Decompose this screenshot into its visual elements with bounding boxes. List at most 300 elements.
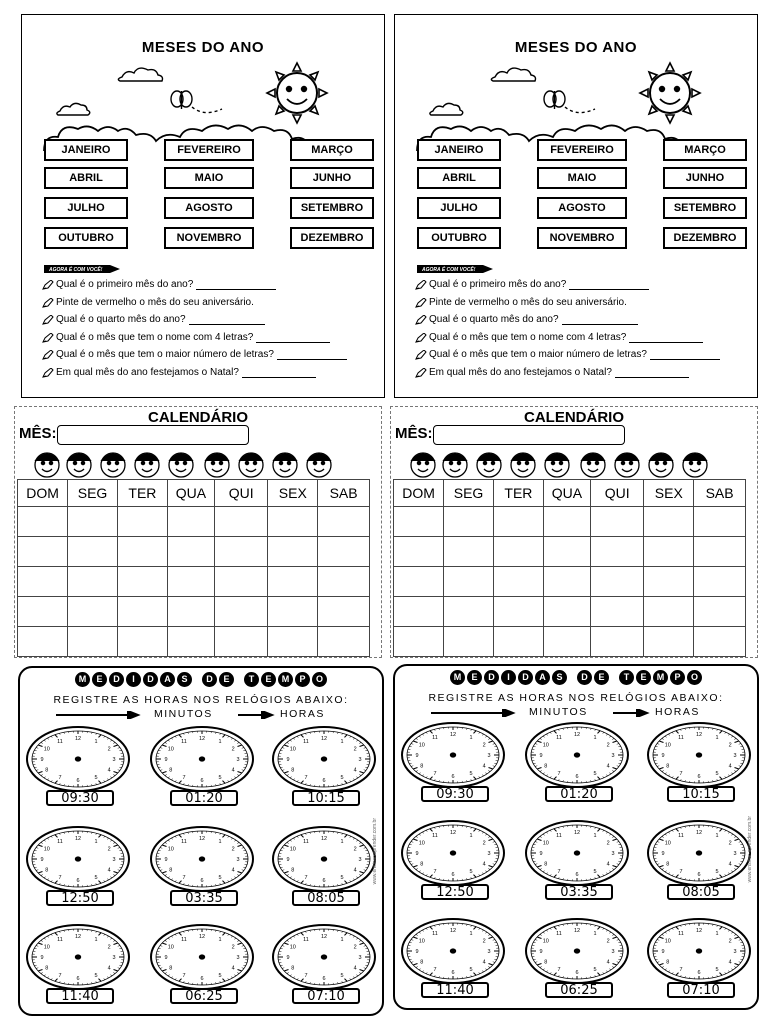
svg-text:10: 10 xyxy=(418,742,425,749)
svg-text:6: 6 xyxy=(200,778,204,784)
calendar-cell[interactable] xyxy=(268,597,318,627)
calendar-cell[interactable] xyxy=(493,507,543,537)
character-face-icon xyxy=(307,453,331,477)
calendar-cell[interactable] xyxy=(394,597,444,627)
title-letter: D xyxy=(202,672,217,687)
clock[interactable] xyxy=(150,826,254,892)
answer-line[interactable] xyxy=(277,351,347,360)
calendar-cell[interactable] xyxy=(268,627,318,657)
calendar-cell[interactable] xyxy=(18,567,68,597)
svg-text:3: 3 xyxy=(611,851,615,857)
svg-text:4: 4 xyxy=(231,867,235,874)
calendar-cell[interactable] xyxy=(68,507,118,537)
calendar-cell[interactable] xyxy=(167,537,214,567)
svg-text:1: 1 xyxy=(469,832,473,839)
clock-face-icon xyxy=(647,722,751,788)
title-letter: I xyxy=(126,672,141,687)
svg-text:6: 6 xyxy=(697,970,701,976)
calendar-cell[interactable] xyxy=(117,537,167,567)
calendar-grid xyxy=(393,479,746,657)
calendar-cell[interactable] xyxy=(543,597,590,627)
title-letter: T xyxy=(619,670,634,685)
svg-text:4: 4 xyxy=(231,767,235,774)
clock[interactable] xyxy=(525,722,629,788)
calendar-cell[interactable] xyxy=(318,537,370,567)
calendar-cell[interactable] xyxy=(493,597,543,627)
calendar-cell[interactable] xyxy=(543,567,590,597)
day-header: QUI xyxy=(214,480,267,507)
calendar-cell[interactable] xyxy=(18,627,68,657)
svg-text:7: 7 xyxy=(679,771,683,778)
calendar-cell[interactable] xyxy=(167,627,214,657)
title-letter: E xyxy=(636,670,651,685)
title-letter: E xyxy=(219,672,234,687)
clock[interactable] xyxy=(647,722,751,788)
title-letter xyxy=(611,670,617,685)
character-face-icon xyxy=(35,453,59,477)
svg-text:3: 3 xyxy=(487,851,491,857)
clock[interactable] xyxy=(525,820,629,886)
arrow-right-icon xyxy=(56,711,146,719)
svg-text:10: 10 xyxy=(542,938,549,945)
svg-text:AGORA É COM VOCÊ!: AGORA É COM VOCÊ! xyxy=(49,267,103,273)
svg-text:9: 9 xyxy=(40,857,44,863)
title-letter: E xyxy=(467,670,482,685)
svg-text:3: 3 xyxy=(358,757,362,763)
calendar-cell[interactable] xyxy=(694,627,746,657)
svg-text:11: 11 xyxy=(181,936,187,943)
month-input-box[interactable] xyxy=(433,425,625,445)
month-box: JUNHO xyxy=(663,167,747,189)
clock[interactable] xyxy=(401,722,505,788)
calendar-cell[interactable] xyxy=(444,537,494,567)
calendar-cell[interactable] xyxy=(444,627,494,657)
clock[interactable] xyxy=(150,726,254,792)
calendar-cell[interactable] xyxy=(543,507,590,537)
calendar-cell[interactable] xyxy=(394,627,444,657)
svg-text:8: 8 xyxy=(544,959,548,966)
month-label: MÊS: xyxy=(19,425,57,442)
svg-text:8: 8 xyxy=(420,959,424,966)
calendar-cell[interactable] xyxy=(68,597,118,627)
svg-text:6: 6 xyxy=(76,778,80,784)
svg-text:11: 11 xyxy=(556,832,562,839)
pencil-icon xyxy=(415,280,427,290)
svg-text:8: 8 xyxy=(45,867,49,874)
month-box: SETEMBRO xyxy=(663,197,747,219)
svg-text:12: 12 xyxy=(573,830,581,836)
calendar-cell[interactable] xyxy=(694,537,746,567)
clock[interactable] xyxy=(525,918,629,984)
svg-text:1: 1 xyxy=(715,930,719,937)
clock-face-icon xyxy=(401,722,505,788)
svg-text:9: 9 xyxy=(164,955,168,961)
month-box: OUTUBRO xyxy=(417,227,501,249)
svg-text:7: 7 xyxy=(58,775,62,782)
clock-face-icon xyxy=(647,918,751,984)
clock[interactable] xyxy=(272,826,376,892)
clock-face-icon xyxy=(401,918,505,984)
svg-text:4: 4 xyxy=(353,867,357,874)
svg-text:2: 2 xyxy=(482,938,486,945)
calendar-cell[interactable] xyxy=(543,537,590,567)
character-face-icon xyxy=(169,453,193,477)
question-item xyxy=(415,349,720,360)
svg-text:2: 2 xyxy=(107,846,111,853)
calendar-cell[interactable] xyxy=(590,507,643,537)
svg-text:4: 4 xyxy=(231,965,235,972)
calendar-cell[interactable] xyxy=(394,537,444,567)
calendar-cell[interactable] xyxy=(214,627,267,657)
svg-text:1: 1 xyxy=(593,832,597,839)
answer-line[interactable] xyxy=(650,351,720,360)
question-item xyxy=(415,332,703,343)
svg-text:9: 9 xyxy=(40,955,44,961)
svg-text:9: 9 xyxy=(286,857,290,863)
calendar-cell[interactable] xyxy=(444,507,494,537)
month-box: NOVEMBRO xyxy=(164,227,254,249)
calendar-cell[interactable] xyxy=(117,567,167,597)
svg-text:12: 12 xyxy=(573,732,581,738)
svg-text:7: 7 xyxy=(557,869,561,876)
time-panel-left xyxy=(18,666,384,1016)
calendar-cell[interactable] xyxy=(694,597,746,627)
svg-text:4: 4 xyxy=(482,861,486,868)
svg-text:10: 10 xyxy=(289,746,296,753)
clock[interactable] xyxy=(26,826,130,892)
answer-line[interactable] xyxy=(615,369,689,378)
calendar-cell[interactable] xyxy=(167,597,214,627)
calendar-cell[interactable] xyxy=(493,627,543,657)
svg-text:9: 9 xyxy=(40,757,44,763)
calendar-cell[interactable] xyxy=(644,567,694,597)
arrow-right-icon xyxy=(238,711,278,719)
clock-face-icon xyxy=(647,820,751,886)
calendar-cell[interactable] xyxy=(167,567,214,597)
question-text: Qual é o quarto mês do ano? xyxy=(56,314,186,325)
svg-text:1: 1 xyxy=(593,930,597,937)
svg-text:11: 11 xyxy=(303,936,309,943)
calendar-cell[interactable] xyxy=(394,507,444,537)
svg-text:4: 4 xyxy=(107,965,111,972)
title-letter: D xyxy=(577,670,592,685)
month-box: AGOSTO xyxy=(164,197,254,219)
svg-text:1: 1 xyxy=(340,738,344,745)
svg-text:6: 6 xyxy=(575,872,579,878)
clock[interactable] xyxy=(272,726,376,792)
title-letter: P xyxy=(670,670,685,685)
character-face-icon xyxy=(273,453,297,477)
calendar-cell[interactable] xyxy=(117,597,167,627)
clock[interactable] xyxy=(401,820,505,886)
svg-text:10: 10 xyxy=(43,746,50,753)
calendar-cell[interactable] xyxy=(590,567,643,597)
question-item xyxy=(415,279,649,290)
calendar-cell[interactable] xyxy=(590,627,643,657)
svg-text:8: 8 xyxy=(544,763,548,770)
clock-face-icon xyxy=(272,726,376,792)
pencil-icon xyxy=(42,333,54,343)
character-face-icon xyxy=(683,453,707,477)
question-item xyxy=(42,279,276,290)
clock-face-icon xyxy=(26,924,130,990)
svg-text:1: 1 xyxy=(715,734,719,741)
svg-text:4: 4 xyxy=(482,763,486,770)
month-box: JUNHO xyxy=(290,167,374,189)
character-face-icon xyxy=(581,453,605,477)
svg-text:6: 6 xyxy=(451,970,455,976)
answer-line[interactable] xyxy=(189,316,265,325)
svg-text:8: 8 xyxy=(45,965,49,972)
question-item xyxy=(415,297,627,308)
svg-text:5: 5 xyxy=(593,869,597,876)
svg-text:7: 7 xyxy=(182,875,186,882)
question-item xyxy=(42,332,330,343)
day-header: SEX xyxy=(268,480,318,507)
svg-text:5: 5 xyxy=(340,973,344,980)
calendar-cell[interactable] xyxy=(590,597,643,627)
sun-icon xyxy=(267,63,327,123)
month-box: JANEIRO xyxy=(417,139,501,161)
time-label: 12:50 xyxy=(46,890,114,906)
svg-text:4: 4 xyxy=(728,959,732,966)
character-face-icon xyxy=(649,453,673,477)
svg-text:12: 12 xyxy=(449,732,457,738)
calendar-cell[interactable] xyxy=(644,537,694,567)
svg-text:3: 3 xyxy=(236,857,240,863)
calendar-cell[interactable] xyxy=(318,567,370,597)
svg-text:9: 9 xyxy=(286,955,290,961)
svg-text:5: 5 xyxy=(340,775,344,782)
svg-text:3: 3 xyxy=(611,949,615,955)
minutos-label: MINUTOS xyxy=(154,708,213,720)
title-letter: E xyxy=(594,670,609,685)
time-label: 03:35 xyxy=(170,890,238,906)
arrow-right-icon xyxy=(431,709,521,717)
calendar-cell[interactable] xyxy=(18,507,68,537)
svg-text:9: 9 xyxy=(661,949,665,955)
conversion-row xyxy=(395,706,757,720)
title-letter xyxy=(194,672,200,687)
svg-text:2: 2 xyxy=(353,846,357,853)
svg-text:10: 10 xyxy=(289,944,296,951)
characters-illustration xyxy=(405,445,715,481)
question-text: Qual é o primeiro mês do ano? xyxy=(56,279,194,290)
day-header: SEG xyxy=(444,480,494,507)
calendar-cell[interactable] xyxy=(18,537,68,567)
svg-text:6: 6 xyxy=(575,970,579,976)
calendar-cell[interactable] xyxy=(694,507,746,537)
meses-title: MESES DO ANO xyxy=(141,39,265,56)
time-label: 07:10 xyxy=(292,988,360,1004)
calendar-title: CALENDÁRIO xyxy=(524,409,624,426)
month-input-box[interactable] xyxy=(57,425,249,445)
title-letter: D xyxy=(143,672,158,687)
calendar-cell[interactable] xyxy=(68,627,118,657)
character-face-icon xyxy=(511,453,535,477)
calendar-cell[interactable] xyxy=(394,567,444,597)
svg-text:5: 5 xyxy=(218,775,222,782)
time-label: 10:15 xyxy=(292,790,360,806)
svg-text:AGORA É COM VOCÊ!: AGORA É COM VOCÊ! xyxy=(422,267,476,273)
calendar-cell[interactable] xyxy=(117,627,167,657)
svg-text:7: 7 xyxy=(557,771,561,778)
clock[interactable] xyxy=(401,918,505,984)
svg-text:8: 8 xyxy=(169,965,173,972)
calendar-cell[interactable] xyxy=(644,627,694,657)
svg-text:10: 10 xyxy=(289,846,296,853)
character-face-icon xyxy=(239,453,263,477)
svg-text:11: 11 xyxy=(181,738,187,745)
butterfly-icon xyxy=(544,91,565,109)
svg-text:6: 6 xyxy=(322,778,326,784)
answer-line[interactable] xyxy=(196,281,276,290)
time-label: 01:20 xyxy=(545,786,613,802)
clock-face-icon xyxy=(272,924,376,990)
calendar-cell[interactable] xyxy=(268,537,318,567)
character-face-icon xyxy=(101,453,125,477)
calendar-cell[interactable] xyxy=(214,537,267,567)
question-text: Qual é o primeiro mês do ano? xyxy=(429,279,567,290)
svg-text:3: 3 xyxy=(358,857,362,863)
conversion-row xyxy=(20,708,382,722)
svg-text:7: 7 xyxy=(557,967,561,974)
calendar-cell[interactable] xyxy=(318,627,370,657)
svg-text:12: 12 xyxy=(74,836,82,842)
svg-text:5: 5 xyxy=(469,967,473,974)
svg-text:11: 11 xyxy=(678,832,684,839)
pencil-icon xyxy=(42,315,54,325)
calendar-cell[interactable] xyxy=(644,597,694,627)
calendar-cell[interactable] xyxy=(493,567,543,597)
clock[interactable] xyxy=(150,924,254,990)
svg-text:10: 10 xyxy=(664,840,671,847)
calendar-cell[interactable] xyxy=(444,597,494,627)
svg-text:8: 8 xyxy=(666,861,670,868)
question-text: Qual é o mês que tem o nome com 4 letras? xyxy=(56,331,254,343)
calendar-cell[interactable] xyxy=(214,567,267,597)
svg-text:6: 6 xyxy=(76,976,80,982)
title-letter: I xyxy=(501,670,516,685)
svg-text:9: 9 xyxy=(286,757,290,763)
clock-face-icon xyxy=(272,826,376,892)
svg-text:8: 8 xyxy=(666,959,670,966)
svg-text:4: 4 xyxy=(606,763,610,770)
svg-text:1: 1 xyxy=(94,838,98,845)
svg-text:10: 10 xyxy=(542,840,549,847)
calendar-cell[interactable] xyxy=(68,537,118,567)
svg-text:12: 12 xyxy=(320,736,328,742)
svg-text:4: 4 xyxy=(353,767,357,774)
clock-face-icon xyxy=(525,820,629,886)
svg-text:3: 3 xyxy=(611,753,615,759)
svg-text:12: 12 xyxy=(198,836,206,842)
calendar-grid xyxy=(17,479,370,657)
svg-text:4: 4 xyxy=(107,767,111,774)
calendar-cell[interactable] xyxy=(543,627,590,657)
svg-text:10: 10 xyxy=(418,840,425,847)
character-face-icon xyxy=(205,453,229,477)
svg-text:11: 11 xyxy=(303,838,309,845)
svg-text:8: 8 xyxy=(420,861,424,868)
calendar-cell[interactable] xyxy=(268,567,318,597)
pencil-icon xyxy=(42,368,54,378)
title-letter: D xyxy=(484,670,499,685)
calendar-cell[interactable] xyxy=(318,507,370,537)
calendar-cell[interactable] xyxy=(167,507,214,537)
month-box: FEVEREIRO xyxy=(537,139,627,161)
answer-line[interactable] xyxy=(242,369,316,378)
svg-text:4: 4 xyxy=(353,965,357,972)
svg-text:10: 10 xyxy=(542,742,549,749)
svg-text:2: 2 xyxy=(231,944,235,951)
svg-text:7: 7 xyxy=(182,775,186,782)
time-label: 10:15 xyxy=(667,786,735,802)
clock[interactable] xyxy=(647,918,751,984)
clock[interactable] xyxy=(26,924,130,990)
title-letter xyxy=(236,672,242,687)
calendar-cell[interactable] xyxy=(644,507,694,537)
calendar-cell[interactable] xyxy=(444,567,494,597)
clock[interactable] xyxy=(26,726,130,792)
svg-text:1: 1 xyxy=(469,734,473,741)
clock[interactable] xyxy=(272,924,376,990)
calendar-cell[interactable] xyxy=(318,597,370,627)
calendar-cell[interactable] xyxy=(268,507,318,537)
title-letter: D xyxy=(518,670,533,685)
meses-title: MESES DO ANO xyxy=(514,39,638,56)
svg-text:11: 11 xyxy=(556,930,562,937)
arrow-right-icon xyxy=(613,709,653,717)
answer-line[interactable] xyxy=(569,281,649,290)
svg-text:2: 2 xyxy=(353,746,357,753)
svg-text:6: 6 xyxy=(322,878,326,884)
title-letter: M xyxy=(653,670,668,685)
calendar-cell[interactable] xyxy=(694,567,746,597)
title-letter: O xyxy=(687,670,702,685)
svg-text:12: 12 xyxy=(695,928,703,934)
credit-text: www.ensinar-aprender.com.br xyxy=(747,816,753,883)
answer-line[interactable] xyxy=(562,316,638,325)
svg-text:8: 8 xyxy=(45,767,49,774)
answer-line[interactable] xyxy=(629,334,703,343)
svg-text:12: 12 xyxy=(198,934,206,940)
month-label: MÊS: xyxy=(395,425,433,442)
characters-illustration xyxy=(29,445,339,481)
svg-text:2: 2 xyxy=(606,938,610,945)
svg-text:3: 3 xyxy=(487,949,491,955)
time-label: 12:50 xyxy=(421,884,489,900)
butterfly-icon xyxy=(171,91,192,109)
calendar-cell[interactable] xyxy=(117,507,167,537)
calendar-cell[interactable] xyxy=(590,537,643,567)
svg-text:5: 5 xyxy=(340,875,344,882)
calendar-cell[interactable] xyxy=(68,567,118,597)
time-label: 08:05 xyxy=(667,884,735,900)
svg-text:5: 5 xyxy=(593,771,597,778)
calendar-cell[interactable] xyxy=(18,597,68,627)
question-text: Em qual mês do ano festejamos o Natal? xyxy=(56,366,239,378)
answer-line[interactable] xyxy=(256,334,330,343)
cloud-icon xyxy=(118,68,162,81)
day-header: DOM xyxy=(394,480,444,507)
calendar-cell[interactable] xyxy=(214,507,267,537)
svg-text:9: 9 xyxy=(539,949,543,955)
calendar-cell[interactable] xyxy=(493,537,543,567)
character-face-icon xyxy=(67,453,91,477)
calendar-cell[interactable] xyxy=(214,597,267,627)
clock[interactable] xyxy=(647,820,751,886)
